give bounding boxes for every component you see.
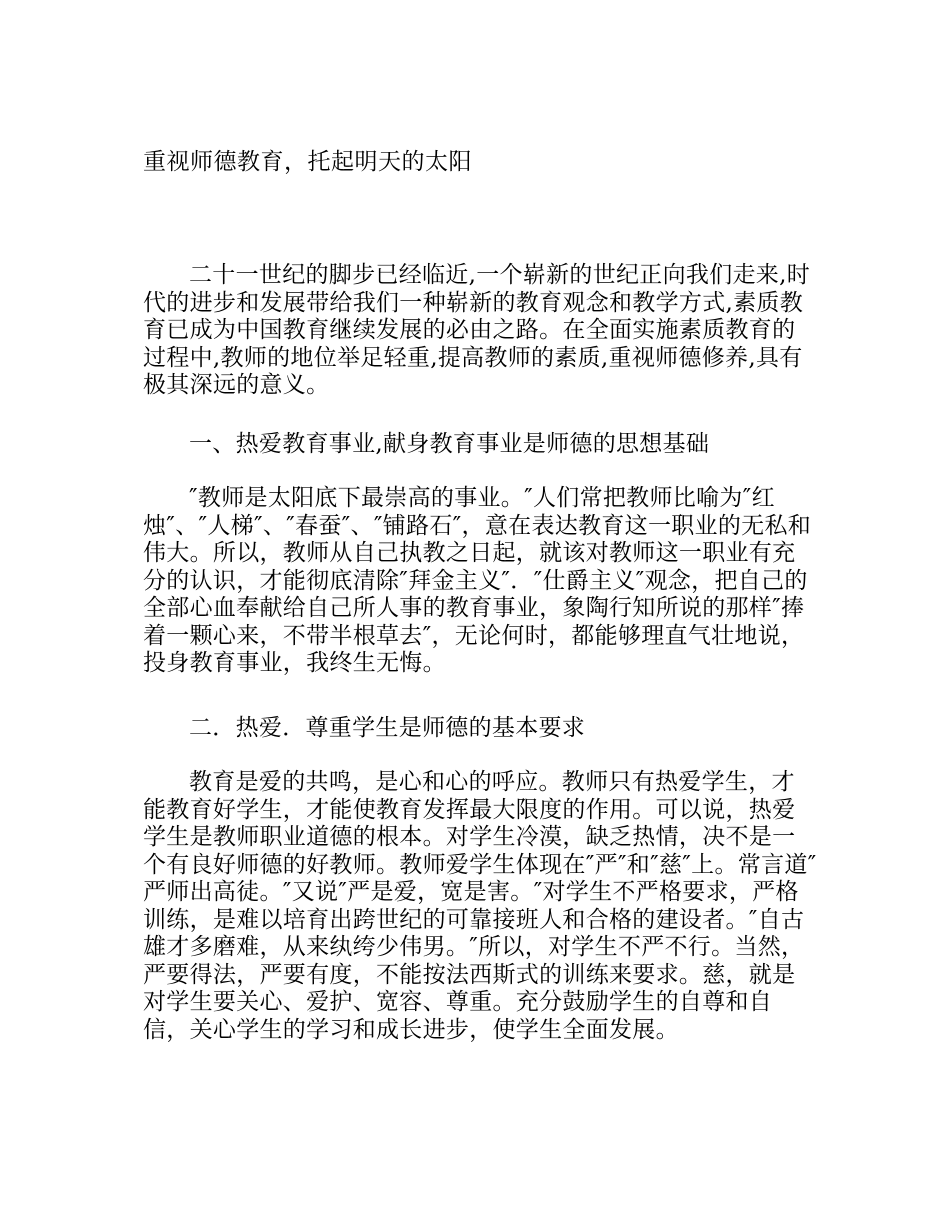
intro-paragraph: 二十一世纪的脚步已经临近,一个崭新的世纪正向我们走来,时代的进步和发展带给我们一种崭新的教育观念和教学方式,素质教育已成为中国教育继续发展的必由之路。在全面实施素质教育的过程中,教师的地位举足轻重,提高教师的素质,重视师德修养,具有极其深远的意义。 — [143, 262, 811, 398]
section-1-paragraph: ″教师是太阳底下最崇高的事业。″人们常把教师比喻为″红烛″、″人梯″、″春蚕″、″铺路石″，意在表达教育这一职业的无私和伟大。所以，教师从自己执教之日起，就该对教师这一职业有充分的认识，才能彻底清除″拜金主义″．″仕爵主义″观念，把自己的全部心血奉献给自己所人事的教育事业，象陶行知所说的那样″捧着一颗心来，不带半根草去″，无论何时，都能够理直气壮地说，投身教育事业，我终生无悔。 — [143, 485, 812, 676]
document-title: 重视师德教育，托起明天的太阳 — [143, 149, 472, 175]
section-heading-1: 一、热爱教育事业,献身教育事业是师德的思想基础 — [189, 431, 710, 457]
section-2-paragraph: 教育是爱的共鸣，是心和心的呼应。教师只有热爱学生，才能教育好学生，才能使教育发挥最大限度的作用。可以说，热爱学生是教师职业道德的根本。对学生冷漠，缺乏热情，决不是一个有良好师德的好教师。教师爱学生体现在″严″和″慈″上。常言道″严师出高徒。″又说″严是爱，宽是害。″对学生不严格要求，严格训练，是难以培育出跨世纪的可靠接班人和合格的建设者。″自古雄才多磨难，从来纨绔少伟男。″所以，对学生不严不行。当然，严要得法，严要有度，不能按法西斯式的训练来要求。慈，就是对学生要关心、爱护、宽容、尊重。充分鼓励学生的自尊和自信，关心学生的学习和成长进步，使学生全面发展。 — [143, 769, 817, 1043]
section-heading-2: 二．热爱．尊重学生是师德的基本要求 — [189, 715, 586, 741]
